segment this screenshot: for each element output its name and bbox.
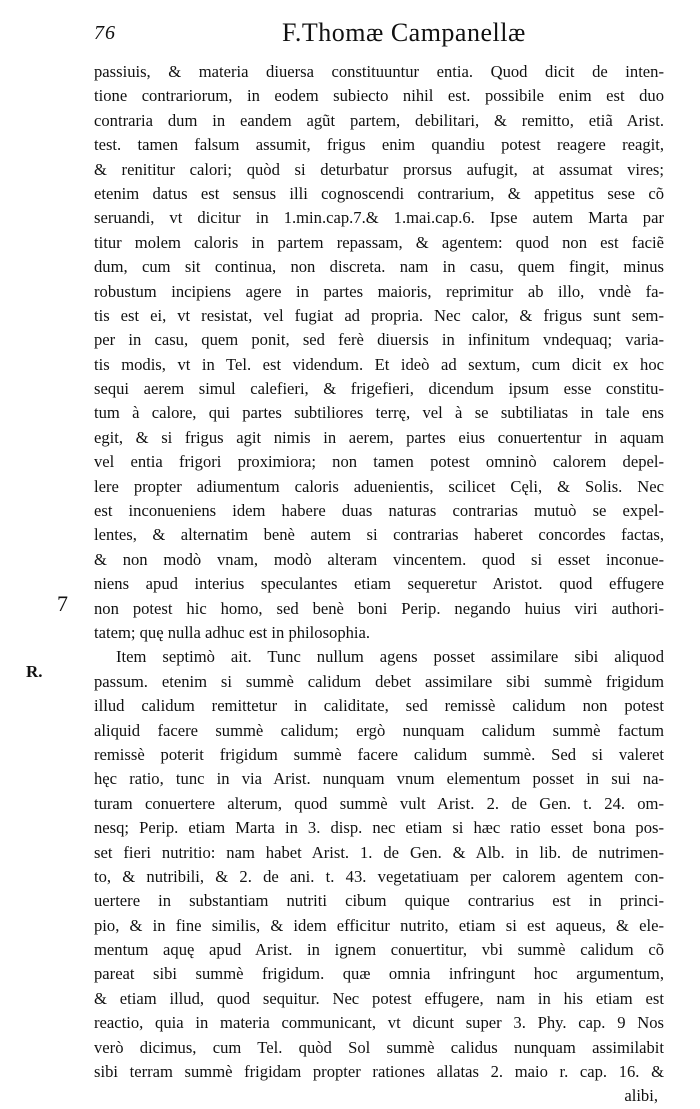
text-line: to, & nutribili, & 2. de ani. t. 43. vegetatiuam per calorem agentem con-	[94, 866, 664, 886]
text-line: remissè poterit frigidum summè facere calidum summè. Sed si valeret	[94, 744, 664, 764]
text-line: lentes, & alternatim benè autem si contrarias haberet concordes factas,	[94, 525, 664, 545]
text-line: nesq; Perip. etiam Marta in 3. disp. nec etiam si hæc ratio esset bona pos-	[94, 818, 664, 838]
text-line: dum, cum sit continua, non discreta. nam in casu, quem fingit, minus	[94, 257, 664, 277]
text-line: non potest hic homo, sed benè boni Perip. negando huius viri authori-	[94, 598, 664, 618]
margin-note: R.	[26, 662, 43, 681]
text-line: lere propter adiumentum caloris aduenientis, scilicet Cęli, & Solis. Nec	[94, 476, 664, 496]
text-line: seruandi, vt dicitur in 1.min.cap.7.& 1.mai.cap.6. Ipse autem Marta par	[94, 208, 664, 228]
text-line: & non modò vnam, modò alteram vincentem. quod si esset inconue-	[94, 549, 664, 569]
text-line: hęc ratio, tunc in via Arist. nunquam vnum elementum posset in sui na-	[94, 769, 664, 789]
text-line: sibi terram summè frigidam propter rationes allatas 2. maio r. cap. 16. &	[94, 1062, 664, 1082]
text-line: & renititur calori; quòd si deturbatur prorsus aufugit, at assumat vires;	[94, 159, 664, 179]
text-line: set fieri nutritio: nam habet Arist. 1. de Gen. & Alb. in lib. de nutrimen-	[94, 842, 664, 862]
text-line: niens apud interius speculantes etiam sequeretur Aristot. quod effugere	[94, 574, 664, 594]
text-line: etenim datus est sensus illi cognoscendi contrarium, & appetitus sese cõ	[94, 183, 664, 203]
catchword: alibi,	[624, 1086, 658, 1106]
text-line: passiuis, & materia diuersa constituuntur entia. Quod dicit de inten-	[94, 62, 664, 81]
text-line: illud calidum remittetur in caliditate, sed remissè calidum non potest	[94, 696, 664, 716]
running-title: F.Thomæ Campanellæ	[282, 18, 526, 47]
page-number: 76	[94, 22, 116, 44]
page-header	[70, 14, 670, 50]
text-line: passum. etenim si summè calidum debet assimilare sibi summè frigidum	[94, 671, 664, 691]
text-line: vel entia frigori proximiora; non tamen potest omninò calorem depel-	[94, 452, 664, 472]
text-line: reactio, quia in materia communicant, vt dicunt super 3. Phy. cap. 9 Nos	[94, 1013, 664, 1033]
text-line: est inconueniens idem habere duas naturas contrarias mutuò se expel-	[94, 501, 664, 521]
text-line: egit, & si frigus agit nimis in aerem, partes eius conuertentur in aquam	[94, 427, 664, 447]
text-line: tis modis, vt in Tel. est videndum. Et ideò ad sextum, cum dicit ex hoc	[94, 354, 664, 374]
text-line: uertere in substantiam nutriti cibum quique contrarius est in princi-	[94, 891, 664, 911]
text-line: tatem; quę nulla adhuc est in philosophia.	[94, 622, 371, 642]
text-line: Item septimò ait. Tunc nullum agens posset assimilare sibi aliquod	[116, 647, 664, 667]
text-line: turam conuertere alterum, quod summè vult Arist. 2. de Gen. t. 24. om-	[94, 793, 664, 813]
text-line: per in casu, quem ponit, sed ferè diuersis in infinitum vndequaq; varia-	[94, 330, 664, 350]
text-line: & etiam illud, quod sequitur. Nec potest effugere, nam in his etiam est	[94, 988, 664, 1008]
text-line: pareat sibi summè frigidum. quæ omnia infringunt hoc argumentum,	[94, 964, 664, 984]
margin-section-number: 7	[57, 591, 68, 616]
text-line: robustum incipiens agere in partes maioris, reprimitur ab illo, vndè fa-	[94, 281, 664, 301]
text-line: pio, & in fine similis, & idem efficitur nutrito, etiam si est aqueus, & ele-	[94, 915, 664, 935]
text-line: aliquid facere summè calidum; ergò nunquam calidum summè factum	[94, 720, 664, 740]
text-line: test. tamen falsum assumit, frigus enim quandiu potest reagere reagit,	[94, 135, 664, 155]
text-line: tione contrariorum, in eodem subiecto nihil est. possibile enim est duo	[94, 86, 664, 106]
text-line: contraria dum in eandem agũt partem, debilitari, & remitto, etiã Arist.	[94, 110, 664, 130]
text-line: mentum aquę apud Arist. in ignem conuertitur, vbi summè calidum cõ	[94, 940, 664, 960]
text-line: titur molem caloris in partem repassam, & agentem: quod non est faciẽ	[94, 232, 664, 252]
text-line: sequi aerem simul calefieri, & frigefieri, dicendum ipsum esse constitu-	[94, 379, 664, 399]
text-line: verò dicimus, cum Tel. quòd Sol summè calidus nunquam assimilabit	[94, 1037, 664, 1057]
body-text	[94, 60, 664, 1109]
text-line: tis est ei, vt resistat, vel fugiat ad propria. Nec calor, & frigus sunt sem-	[94, 305, 664, 325]
text-line: tum à calore, qui partes subtiliores terrę, vel à se subtiliatas in tale ens	[94, 403, 664, 423]
